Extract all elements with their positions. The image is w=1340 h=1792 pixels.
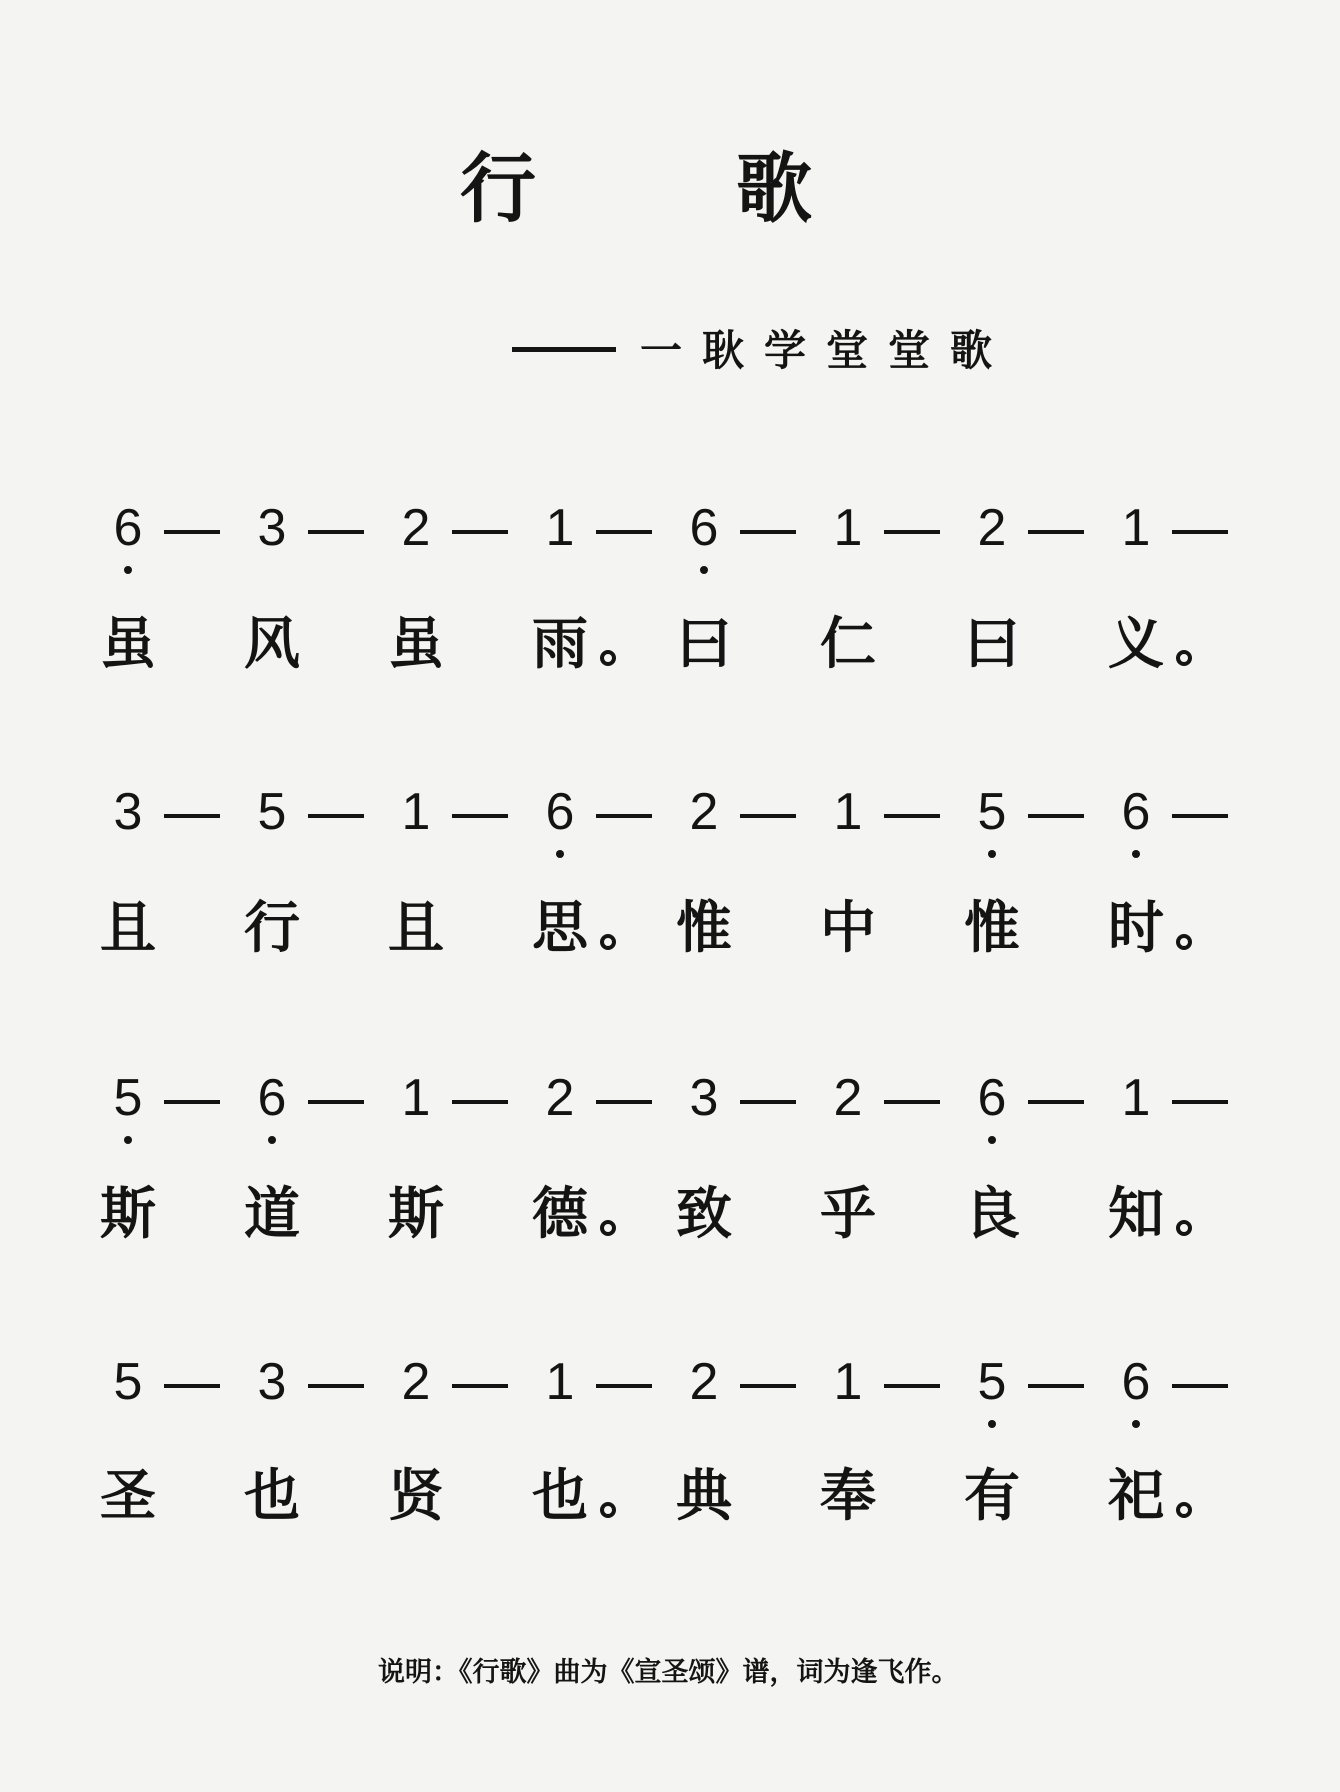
- lyric-char: 斯: [100, 1182, 156, 1247]
- duration-dash: [1028, 1384, 1084, 1388]
- note: [674, 1068, 734, 1128]
- lyric-char: 时: [1108, 896, 1164, 961]
- lyric-row: [0, 884, 1340, 964]
- lyric-char: 曰: [964, 612, 1020, 677]
- note: [98, 498, 158, 558]
- duration-dash: [596, 1100, 652, 1104]
- duration-dash: [740, 814, 796, 818]
- note: [242, 1068, 302, 1128]
- duration-dash: [308, 1100, 364, 1104]
- note-digit: 3: [113, 783, 143, 841]
- footnote: 说明：《行歌》曲为《宣圣颂》谱，词为逢飞作。: [378, 1657, 959, 1688]
- note: [674, 782, 734, 842]
- lyric-char: 斯: [388, 1182, 444, 1247]
- duration-dash: [596, 1384, 652, 1388]
- low-octave-dot: [124, 1136, 132, 1144]
- note: [530, 498, 590, 558]
- duration-dash: [452, 1384, 508, 1388]
- low-octave-dot: [124, 566, 132, 574]
- note: [530, 782, 590, 842]
- subtitle: [512, 318, 1012, 378]
- duration-dash: [308, 814, 364, 818]
- notation-row: [0, 498, 1340, 578]
- phrase-stop-mark: [600, 650, 616, 666]
- subtitle-text: 一耿学堂堂歌: [640, 326, 1013, 375]
- note-digit: 2: [689, 783, 719, 841]
- notation-row: [0, 1352, 1340, 1432]
- phrase-stop-mark: [1176, 934, 1192, 950]
- note-digit: 6: [689, 499, 719, 557]
- note-digit: 3: [689, 1069, 719, 1127]
- low-octave-dot: [1132, 850, 1140, 858]
- low-octave-dot: [1132, 1420, 1140, 1428]
- lyric-char: 德: [532, 1182, 588, 1247]
- note-digit: 5: [977, 1353, 1007, 1411]
- note-digit: 1: [545, 1353, 575, 1411]
- note: [818, 1068, 878, 1128]
- duration-dash: [1028, 530, 1084, 534]
- note: [98, 1068, 158, 1128]
- lyric-row: [0, 600, 1340, 680]
- note: [530, 1352, 590, 1412]
- duration-dash: [884, 1100, 940, 1104]
- lyric-char: 义: [1108, 612, 1164, 677]
- note-digit: 2: [689, 1353, 719, 1411]
- lyric-char: 也: [532, 1464, 588, 1529]
- note-digit: 6: [1121, 1353, 1151, 1411]
- lyric-char: 也: [244, 1464, 300, 1529]
- note: [386, 1068, 446, 1128]
- note-digit: 1: [1121, 1069, 1151, 1127]
- duration-dash: [884, 1384, 940, 1388]
- duration-dash: [308, 530, 364, 534]
- duration-dash: [1172, 530, 1228, 534]
- lyric-char: 且: [388, 896, 444, 961]
- note-digit: 1: [833, 499, 863, 557]
- note: [1106, 1068, 1166, 1128]
- lyric-char: 良: [964, 1182, 1020, 1247]
- low-octave-dot: [268, 1136, 276, 1144]
- note-digit: 6: [113, 499, 143, 557]
- lyric-char: 虽: [100, 612, 156, 677]
- note-digit: 2: [401, 499, 431, 557]
- duration-dash: [164, 530, 220, 534]
- duration-dash: [596, 814, 652, 818]
- phrase-stop-mark: [600, 1220, 616, 1236]
- note: [1106, 498, 1166, 558]
- note-digit: 1: [1121, 499, 1151, 557]
- lyric-char: 且: [100, 896, 156, 961]
- note-digit: 2: [833, 1069, 863, 1127]
- note: [1106, 782, 1166, 842]
- note-digit: 5: [977, 783, 1007, 841]
- duration-dash: [884, 814, 940, 818]
- lyric-char: 道: [244, 1182, 300, 1247]
- low-octave-dot: [988, 1136, 996, 1144]
- note-digit: 1: [833, 783, 863, 841]
- phrase-stop-mark: [600, 1502, 616, 1518]
- note-digit: 3: [257, 1353, 287, 1411]
- note: [962, 1352, 1022, 1412]
- lyric-char: 奉: [820, 1464, 876, 1529]
- note: [818, 498, 878, 558]
- note: [674, 498, 734, 558]
- duration-dash: [1028, 814, 1084, 818]
- duration-dash: [1028, 1100, 1084, 1104]
- lyric-char: 仁: [820, 612, 876, 677]
- note-digit: 1: [401, 783, 431, 841]
- notation-row: [0, 782, 1340, 862]
- phrase-stop-mark: [1176, 650, 1192, 666]
- note-digit: 1: [401, 1069, 431, 1127]
- subtitle-dash: [512, 347, 616, 352]
- note-digit: 6: [977, 1069, 1007, 1127]
- lyric-char: 祀: [1108, 1464, 1164, 1529]
- note-digit: 6: [1121, 783, 1151, 841]
- lyric-char: 惟: [964, 896, 1020, 961]
- lyric-char: 致: [676, 1182, 732, 1247]
- lyric-char: 乎: [820, 1182, 876, 1247]
- title-char-1: 行: [460, 144, 536, 233]
- note: [98, 782, 158, 842]
- duration-dash: [1172, 814, 1228, 818]
- lyric-char: 有: [964, 1464, 1020, 1529]
- note: [242, 1352, 302, 1412]
- note: [962, 498, 1022, 558]
- lyric-char: 贤: [388, 1464, 444, 1529]
- lyric-row: [0, 1170, 1340, 1250]
- phrase-stop-mark: [600, 934, 616, 950]
- page-title: [460, 128, 812, 237]
- phrase-stop-mark: [1176, 1220, 1192, 1236]
- lyric-char: 惟: [676, 896, 732, 961]
- phrase-stop-mark: [1176, 1502, 1192, 1518]
- lyric-char: 中: [820, 896, 876, 961]
- note: [386, 1352, 446, 1412]
- duration-dash: [308, 1384, 364, 1388]
- duration-dash: [164, 1384, 220, 1388]
- note: [386, 498, 446, 558]
- duration-dash: [596, 530, 652, 534]
- lyric-row: [0, 1452, 1340, 1532]
- lyric-char: 曰: [676, 612, 732, 677]
- note-digit: 5: [113, 1353, 143, 1411]
- duration-dash: [164, 814, 220, 818]
- duration-dash: [1172, 1384, 1228, 1388]
- duration-dash: [452, 530, 508, 534]
- note-digit: 2: [401, 1353, 431, 1411]
- lyric-char: 圣: [100, 1464, 156, 1529]
- lyric-char: 知: [1108, 1182, 1164, 1247]
- low-octave-dot: [556, 850, 564, 858]
- note-digit: 6: [545, 783, 575, 841]
- duration-dash: [452, 1100, 508, 1104]
- lyric-char: 虽: [388, 612, 444, 677]
- note-digit: 1: [545, 499, 575, 557]
- duration-dash: [740, 530, 796, 534]
- note: [98, 1352, 158, 1412]
- note-digit: 6: [257, 1069, 287, 1127]
- note: [818, 1352, 878, 1412]
- note-digit: 3: [257, 499, 287, 557]
- note-digit: 5: [113, 1069, 143, 1127]
- duration-dash: [740, 1384, 796, 1388]
- duration-dash: [164, 1100, 220, 1104]
- note: [1106, 1352, 1166, 1412]
- lyric-char: 行: [244, 896, 300, 961]
- low-octave-dot: [700, 566, 708, 574]
- lyric-char: 雨: [532, 612, 588, 677]
- lyric-char: 思: [532, 896, 588, 961]
- low-octave-dot: [988, 1420, 996, 1428]
- note: [818, 782, 878, 842]
- note: [386, 782, 446, 842]
- low-octave-dot: [988, 850, 996, 858]
- title-char-2: 歌: [736, 144, 812, 233]
- note: [242, 498, 302, 558]
- note: [962, 782, 1022, 842]
- note: [674, 1352, 734, 1412]
- note: [242, 782, 302, 842]
- duration-dash: [452, 814, 508, 818]
- duration-dash: [740, 1100, 796, 1104]
- lyric-char: 风: [244, 612, 300, 677]
- note-digit: 2: [545, 1069, 575, 1127]
- note-digit: 2: [977, 499, 1007, 557]
- notation-row: [0, 1068, 1340, 1148]
- note-digit: 5: [257, 783, 287, 841]
- lyric-char: 典: [676, 1464, 732, 1529]
- note-digit: 1: [833, 1353, 863, 1411]
- note: [962, 1068, 1022, 1128]
- duration-dash: [884, 530, 940, 534]
- duration-dash: [1172, 1100, 1228, 1104]
- note: [530, 1068, 590, 1128]
